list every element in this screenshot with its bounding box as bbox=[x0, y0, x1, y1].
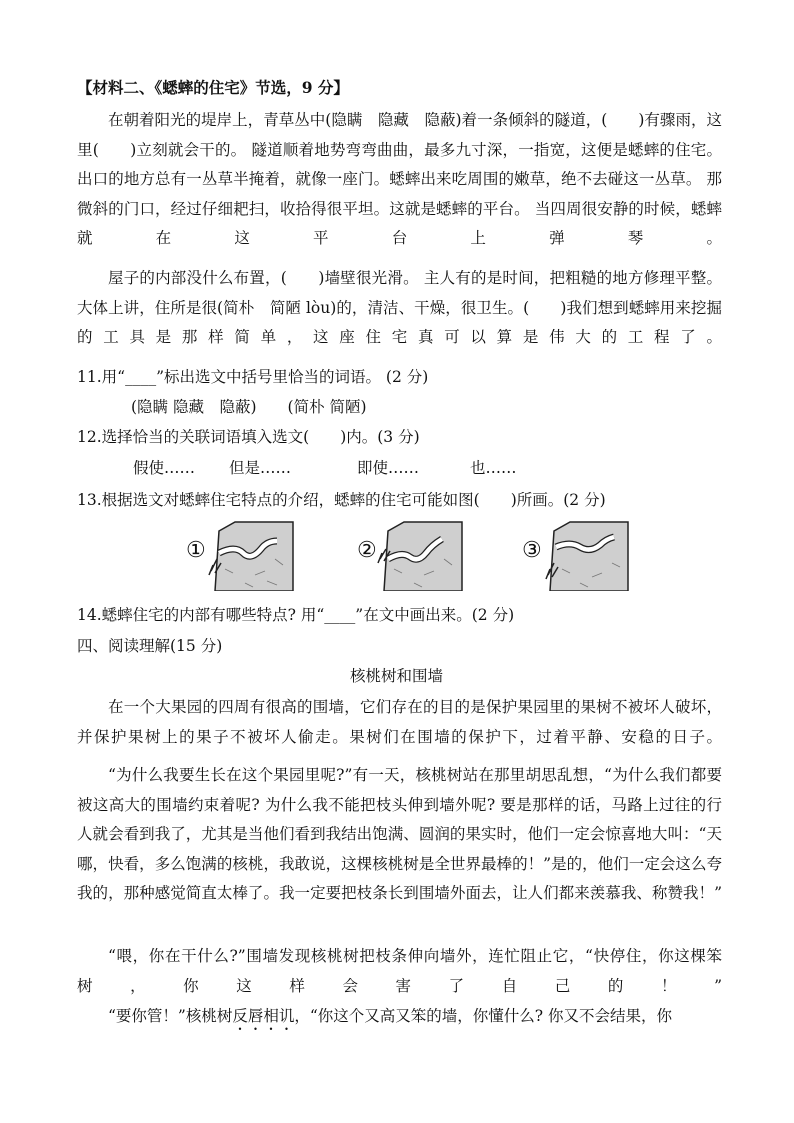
burrow-figure-2 bbox=[374, 519, 464, 591]
burrow-figure-1 bbox=[205, 519, 295, 591]
question-13: 13.根据选文对蟋蟀住宅特点的介绍，蟋蟀的住宅可能如图( )所画。(2 分) bbox=[77, 491, 606, 509]
question-12-option-1: 假使…… bbox=[133, 459, 196, 477]
story-paragraph-2: “为什么我要生长在这个果园里呢?”有一天，核桃树站在那里胡思乱想，“为什么我们都要被这高大的围墙约束着呢? 为什么我不能把枝头伸到墙外呢? 要是那样的话，马路上过往的行人就会看到我了，尤其是当他们看到我结出饱满、圆润的果实时，他们一定会惊喜地大叫：“天哪，快看，多么饱满的核桃，我敢说，这棵核桃树是全世界最棒的！”是的，他们一定会这么夸我的，那种感觉简直太棒了。我一定要把枝条长到围墙外面去，让人们都来羡慕我、称赞我！” bbox=[77, 766, 722, 902]
figure-label-2: ② bbox=[357, 538, 377, 563]
question-11-options: (隐瞒 隐藏 隐蔽) (简朴 简陋) bbox=[131, 398, 367, 416]
emphasized-idiom: 反唇相讥 bbox=[232, 1007, 295, 1025]
story-paragraph-4-end: ，“你这个又高又笨的墙，你懂什么? 你又不会结果，你 bbox=[294, 1007, 673, 1025]
figure-label-1: ① bbox=[186, 538, 206, 563]
question-12-option-3: 即使…… bbox=[357, 459, 420, 477]
question-12-option-4: 也…… bbox=[470, 459, 517, 477]
burrow-figure-3 bbox=[540, 519, 630, 591]
question-12-option-2: 但是…… bbox=[229, 459, 292, 477]
question-11: 11.用“____”标出选文中括号里恰当的词语。 (2 分) bbox=[77, 368, 429, 386]
story-title: 核桃树和围墙 bbox=[350, 667, 444, 685]
figure-label-3: ③ bbox=[522, 538, 542, 563]
question-12: 12.选择恰当的关联词语填入选文( )内。(3 分) bbox=[77, 428, 420, 446]
question-14: 14.蟋蟀住宅的内部有哪些特点? 用“____”在文中画出来。(2 分) bbox=[77, 606, 515, 624]
passage-paragraph-1: 在朝着阳光的堤岸上，青草丛中(隐瞒 隐藏 隐蔽)着一条倾斜的隧道，( )有骤雨，这里( )立刻就会干的。 隧道顺着地势弯弯曲曲，最多九寸深，一指宽，这便是蟋蟀的住宅。 出口的地方总有一丛草半掩着，就像一座门。蟋蟀出来吃周围的嫩草，绝不去碰这一丛草。 那微斜的门口，经过仔细耙扫，收拾得很平坦。这就是蟋蟀的平台。 当四周很安静的时候，蟋蟀就在这平台上弹琴。 bbox=[77, 111, 722, 247]
story-paragraph-1: 在一个大果园的四周有很高的围墙，它们存在的目的是保护果园里的果树不被坏人破坏，并保护果树上的果子不被坏人偷走。果树们在围墙的保护下，过着平静、安稳的日子。 bbox=[77, 698, 722, 746]
story-paragraph-4-start: “要你管！”核桃树 bbox=[108, 1007, 233, 1025]
section-4-heading: 四、阅读理解(15 分) bbox=[77, 637, 223, 655]
passage-paragraph-2: 屋子的内部没什么布置，( )墙壁很光滑。 主人有的是时间，把粗糙的地方修理平整。 大体上讲，住所是很(简朴 简陋 lòu)的，清洁、干燥，很卫生。( )我们想到蟋蟀用来挖掘的工具是那样简单，这座住宅真可以算是伟大的工程了。 bbox=[77, 269, 722, 346]
material-heading: 【材料二、《蟋蟀的住宅》节选，9 分】 bbox=[77, 78, 349, 97]
story-paragraph-3: “喂，你在干什么?”围墙发现核桃树把枝条伸向墙外，连忙阻止它，“快停住，你这棵笨树，你这样会害了自己的！” bbox=[77, 947, 722, 995]
story-paragraph-4 bbox=[77, 1004, 722, 1034]
